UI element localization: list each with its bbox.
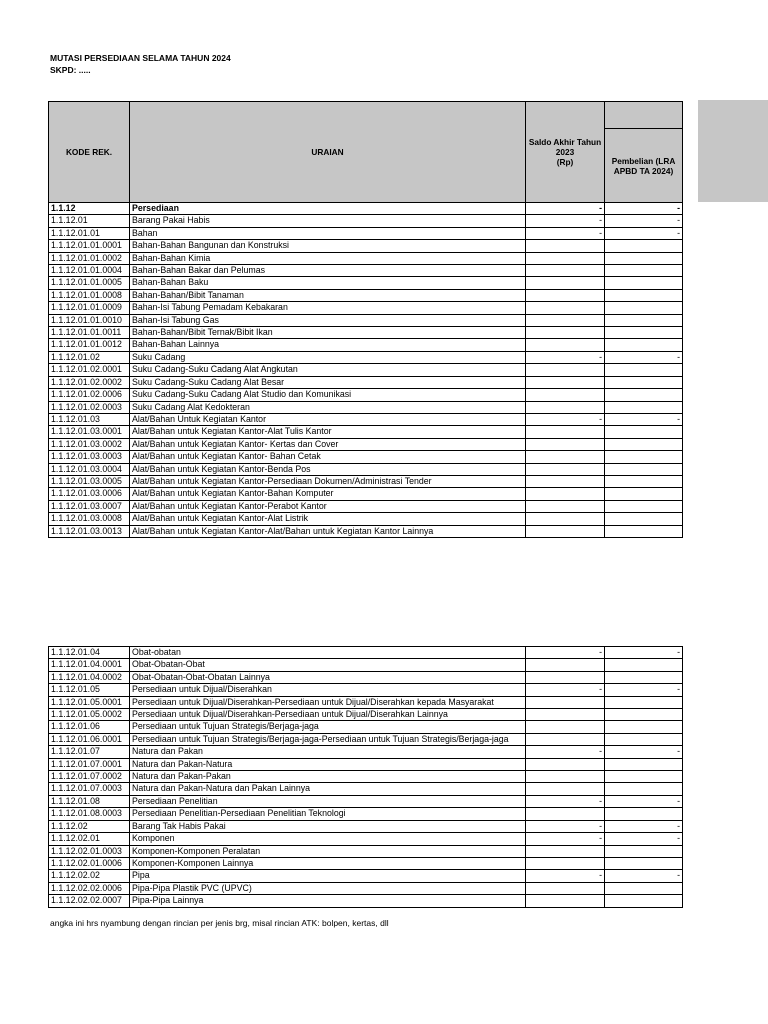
cell-uraian: Bahan-Bahan Kimia xyxy=(130,252,526,264)
cell-uraian: Bahan-Bahan/Bibit Ternak/Bibit Ikan xyxy=(130,327,526,339)
cell-uraian: Bahan-Isi Tabung Gas xyxy=(130,314,526,326)
cell-uraian: Obat-Obatan-Obat xyxy=(130,659,526,671)
cell-saldo xyxy=(526,451,605,463)
cell-saldo: - xyxy=(526,647,605,659)
cell-uraian: Alat/Bahan untuk Kegiatan Kantor- Kertas dan Cover xyxy=(130,438,526,450)
table-row xyxy=(49,438,683,450)
table-row xyxy=(49,647,683,659)
cell-saldo xyxy=(526,659,605,671)
column-header-uraian: URAIAN xyxy=(130,102,526,203)
cell-saldo xyxy=(526,426,605,438)
table-row xyxy=(49,227,683,239)
cell-kode: 1.1.12.01.06.0001 xyxy=(49,733,130,745)
table-row xyxy=(49,870,683,882)
cell-saldo xyxy=(526,525,605,537)
cell-kode: 1.1.12.01.05 xyxy=(49,684,130,696)
cell-kode: 1.1.12.01.01 xyxy=(49,227,130,239)
cell-kode: 1.1.12.01.04.0002 xyxy=(49,671,130,683)
cell-pembelian: - xyxy=(605,351,683,363)
table-row xyxy=(49,351,683,363)
cell-saldo xyxy=(526,857,605,869)
cell-saldo: - xyxy=(526,833,605,845)
cell-saldo xyxy=(526,488,605,500)
cell-saldo xyxy=(526,302,605,314)
cell-pembelian xyxy=(605,327,683,339)
table-row xyxy=(49,882,683,894)
cell-kode: 1.1.12.01.03.0007 xyxy=(49,500,130,512)
table-row xyxy=(49,771,683,783)
cell-pembelian: - xyxy=(605,684,683,696)
cell-pembelian xyxy=(605,463,683,475)
cell-saldo xyxy=(526,500,605,512)
cell-saldo xyxy=(526,771,605,783)
cell-saldo xyxy=(526,252,605,264)
cell-saldo xyxy=(526,721,605,733)
cell-saldo: - xyxy=(526,746,605,758)
cell-saldo: - xyxy=(526,413,605,425)
cell-kode: 1.1.12.01.07.0002 xyxy=(49,771,130,783)
cell-saldo xyxy=(526,277,605,289)
cell-kode: 1.1.12.01.02 xyxy=(49,351,130,363)
column-header-kode: KODE REK. xyxy=(49,102,130,203)
table-row xyxy=(49,808,683,820)
cell-uraian: Obat-Obatan-Obat-Obatan Lainnya xyxy=(130,671,526,683)
cell-saldo xyxy=(526,289,605,301)
cell-uraian: Persediaan Penelitian xyxy=(130,795,526,807)
table-row xyxy=(49,203,683,215)
cell-kode: 1.1.12.02.01.0006 xyxy=(49,857,130,869)
cell-kode: 1.1.12.01.05.0001 xyxy=(49,696,130,708)
table-row xyxy=(49,857,683,869)
cell-kode: 1.1.12.01.07.0001 xyxy=(49,758,130,770)
cell-uraian: Natura dan Pakan-Pakan xyxy=(130,771,526,783)
cell-saldo: - xyxy=(526,227,605,239)
cell-pembelian: - xyxy=(605,795,683,807)
table-row xyxy=(49,240,683,252)
table-row xyxy=(49,820,683,832)
cell-uraian: Alat/Bahan untuk Kegiatan Kantor-Alat Tulis Kantor xyxy=(130,426,526,438)
table-row xyxy=(49,252,683,264)
table-row xyxy=(49,277,683,289)
table-row xyxy=(49,659,683,671)
cell-kode: 1.1.12.02 xyxy=(49,820,130,832)
cell-kode: 1.1.12.01.03.0003 xyxy=(49,451,130,463)
cell-uraian: Alat/Bahan untuk Kegiatan Kantor-Bahan Komputer xyxy=(130,488,526,500)
cell-saldo: - xyxy=(526,795,605,807)
cell-kode: 1.1.12.01.01.0011 xyxy=(49,327,130,339)
column-header-pembelian xyxy=(605,129,683,203)
cell-saldo xyxy=(526,401,605,413)
cell-pembelian xyxy=(605,513,683,525)
table-row xyxy=(49,895,683,907)
cell-pembelian xyxy=(605,671,683,683)
cell-uraian: Natura dan Pakan-Natura dan Pakan Lainnya xyxy=(130,783,526,795)
cell-pembelian xyxy=(605,302,683,314)
cell-uraian: Suku Cadang xyxy=(130,351,526,363)
cell-pembelian xyxy=(605,314,683,326)
cell-pembelian: - xyxy=(605,203,683,215)
cell-kode: 1.1.12.02.02.0006 xyxy=(49,882,130,894)
cell-kode: 1.1.12.01.02.0003 xyxy=(49,401,130,413)
cell-pembelian xyxy=(605,659,683,671)
cell-uraian: Alat/Bahan untuk Kegiatan Kantor-Perabot Kantor xyxy=(130,500,526,512)
table-row xyxy=(49,463,683,475)
header-extension-block xyxy=(698,100,768,202)
cell-uraian: Bahan-Bahan/Bibit Tanaman xyxy=(130,289,526,301)
table-row xyxy=(49,389,683,401)
cell-pembelian xyxy=(605,709,683,721)
cell-uraian: Alat/Bahan untuk Kegiatan Kantor- Bahan Cetak xyxy=(130,451,526,463)
cell-pembelian xyxy=(605,696,683,708)
cell-saldo xyxy=(526,733,605,745)
cell-uraian: Pipa-Pipa Plastik PVC (UPVC) xyxy=(130,882,526,894)
table-row xyxy=(49,696,683,708)
cell-pembelian xyxy=(605,475,683,487)
pembelian-header-line2: APBD TA 2024) xyxy=(613,165,674,176)
cell-pembelian xyxy=(605,389,683,401)
cell-saldo: - xyxy=(526,203,605,215)
cell-pembelian: - xyxy=(605,833,683,845)
table-row xyxy=(49,721,683,733)
cell-uraian: Persediaan Penelitian-Persediaan Penelitian Teknologi xyxy=(130,808,526,820)
cell-saldo xyxy=(526,513,605,525)
cell-pembelian: - xyxy=(605,413,683,425)
cell-kode: 1.1.12.01.02.0002 xyxy=(49,376,130,388)
cell-pembelian: - xyxy=(605,746,683,758)
cell-pembelian xyxy=(605,882,683,894)
cell-kode: 1.1.12.01.08.0003 xyxy=(49,808,130,820)
table-row xyxy=(49,833,683,845)
cell-saldo xyxy=(526,240,605,252)
cell-pembelian xyxy=(605,895,683,907)
table-row xyxy=(49,401,683,413)
cell-pembelian xyxy=(605,525,683,537)
cell-pembelian xyxy=(605,733,683,745)
cell-saldo xyxy=(526,475,605,487)
cell-kode: 1.1.12.02.02.0007 xyxy=(49,895,130,907)
cell-kode: 1.1.12.01.02.0006 xyxy=(49,389,130,401)
cell-uraian: Komponen xyxy=(130,833,526,845)
cell-uraian: Persediaan untuk Dijual/Diserahkan-Persediaan untuk Dijual/Diserahkan Lainnya xyxy=(130,709,526,721)
cell-pembelian xyxy=(605,240,683,252)
cell-uraian: Persediaan untuk Tujuan Strategis/Berjaga-jaga xyxy=(130,721,526,733)
cell-saldo xyxy=(526,709,605,721)
cell-saldo xyxy=(526,696,605,708)
cell-pembelian: - xyxy=(605,820,683,832)
cell-uraian: Persediaan untuk Dijual/Diserahkan-Persediaan untuk Dijual/Diserahkan kepada Masyarakat xyxy=(130,696,526,708)
cell-pembelian xyxy=(605,426,683,438)
cell-uraian: Bahan-Bahan Baku xyxy=(130,277,526,289)
cell-pembelian xyxy=(605,277,683,289)
cell-saldo xyxy=(526,758,605,770)
cell-kode: 1.1.12.01.01.0010 xyxy=(49,314,130,326)
table-row xyxy=(49,451,683,463)
table-row xyxy=(49,758,683,770)
cell-pembelian xyxy=(605,758,683,770)
cell-uraian: Suku Cadang Alat Kedokteran xyxy=(130,401,526,413)
cell-uraian: Natura dan Pakan xyxy=(130,746,526,758)
table-row xyxy=(49,339,683,351)
pembelian-header-line1: Pembelian (LRA xyxy=(611,155,676,166)
cell-uraian: Obat-obatan xyxy=(130,647,526,659)
table-row xyxy=(49,314,683,326)
inventory-table-page2 xyxy=(48,646,683,908)
cell-pembelian xyxy=(605,438,683,450)
table-row xyxy=(49,500,683,512)
column-header-saldo xyxy=(526,102,605,203)
cell-pembelian xyxy=(605,289,683,301)
cell-uraian: Barang Pakai Habis xyxy=(130,215,526,227)
cell-saldo xyxy=(526,671,605,683)
cell-kode: 1.1.12.01.01.0008 xyxy=(49,289,130,301)
table-row xyxy=(49,265,683,277)
cell-saldo xyxy=(526,463,605,475)
table-row xyxy=(49,746,683,758)
cell-uraian: Komponen-Komponen Lainnya xyxy=(130,857,526,869)
cell-kode: 1.1.12.01.01.0005 xyxy=(49,277,130,289)
cell-saldo: - xyxy=(526,684,605,696)
cell-pembelian xyxy=(605,451,683,463)
table-row xyxy=(49,733,683,745)
cell-pembelian xyxy=(605,364,683,376)
cell-saldo xyxy=(526,339,605,351)
cell-uraian: Alat/Bahan untuk Kegiatan Kantor-Persediaan Dokumen/Administrasi Tender xyxy=(130,475,526,487)
cell-pembelian xyxy=(605,721,683,733)
cell-saldo xyxy=(526,882,605,894)
cell-pembelian: - xyxy=(605,215,683,227)
cell-saldo xyxy=(526,314,605,326)
cell-saldo: - xyxy=(526,870,605,882)
cell-pembelian xyxy=(605,857,683,869)
table-row xyxy=(49,488,683,500)
cell-uraian: Persediaan untuk Dijual/Diserahkan xyxy=(130,684,526,696)
cell-pembelian xyxy=(605,500,683,512)
cell-saldo xyxy=(526,364,605,376)
cell-kode: 1.1.12.02.01 xyxy=(49,833,130,845)
table-row xyxy=(49,364,683,376)
cell-uraian: Bahan-Bahan Lainnya xyxy=(130,339,526,351)
cell-pembelian: - xyxy=(605,227,683,239)
cell-kode: 1.1.12.01.02.0001 xyxy=(49,364,130,376)
table-row xyxy=(49,327,683,339)
footnote: angka ini hrs nyambung dengan rincian per jenis brg, misal rincian ATK: bolpen, kertas, dll xyxy=(50,918,389,928)
inventory-table-page1 xyxy=(48,101,683,538)
cell-uraian: Persediaan xyxy=(130,203,526,215)
cell-saldo xyxy=(526,327,605,339)
saldo-header-line2: 2023 xyxy=(555,147,575,157)
cell-pembelian: - xyxy=(605,647,683,659)
cell-kode: 1.1.12.01 xyxy=(49,215,130,227)
cell-pembelian xyxy=(605,808,683,820)
cell-pembelian xyxy=(605,783,683,795)
cell-pembelian: - xyxy=(605,870,683,882)
cell-saldo xyxy=(526,808,605,820)
cell-uraian: Bahan-Bahan Bakar dan Pelumas xyxy=(130,265,526,277)
cell-pembelian xyxy=(605,771,683,783)
cell-uraian: Barang Tak Habis Pakai xyxy=(130,820,526,832)
cell-saldo: - xyxy=(526,351,605,363)
cell-pembelian xyxy=(605,339,683,351)
cell-kode: 1.1.12.01.03 xyxy=(49,413,130,425)
cell-uraian: Bahan-Bahan Bangunan dan Konstruksi xyxy=(130,240,526,252)
cell-kode: 1.1.12.01.07 xyxy=(49,746,130,758)
cell-kode: 1.1.12.01.03.0001 xyxy=(49,426,130,438)
cell-kode: 1.1.12.01.01.0009 xyxy=(49,302,130,314)
cell-saldo xyxy=(526,265,605,277)
cell-kode: 1.1.12.01.03.0005 xyxy=(49,475,130,487)
cell-kode: 1.1.12.01.05.0002 xyxy=(49,709,130,721)
cell-kode: 1.1.12.01.01.0012 xyxy=(49,339,130,351)
cell-uraian: Alat/Bahan untuk Kegiatan Kantor-Alat Listrik xyxy=(130,513,526,525)
saldo-header-line3: (Rp) xyxy=(556,157,574,167)
cell-uraian: Bahan-Isi Tabung Pemadam Kebakaran xyxy=(130,302,526,314)
cell-kode: 1.1.12.01.01.0004 xyxy=(49,265,130,277)
cell-kode: 1.1.12.01.04.0001 xyxy=(49,659,130,671)
cell-kode: 1.1.12.01.01.0002 xyxy=(49,252,130,264)
table-row xyxy=(49,513,683,525)
cell-saldo: - xyxy=(526,215,605,227)
cell-uraian: Alat/Bahan untuk Kegiatan Kantor-Alat/Bahan untuk Kegiatan Kantor Lainnya xyxy=(130,525,526,537)
cell-uraian: Alat/Bahan untuk Kegiatan Kantor-Benda Pos xyxy=(130,463,526,475)
cell-kode: 1.1.12.02.02 xyxy=(49,870,130,882)
cell-kode: 1.1.12.01.04 xyxy=(49,647,130,659)
cell-pembelian xyxy=(605,488,683,500)
cell-kode: 1.1.12.01.03.0006 xyxy=(49,488,130,500)
cell-saldo xyxy=(526,845,605,857)
cell-saldo xyxy=(526,895,605,907)
cell-kode: 1.1.12.01.06 xyxy=(49,721,130,733)
table-row xyxy=(49,289,683,301)
saldo-header-line1: Saldo Akhir Tahun xyxy=(528,137,602,147)
cell-uraian: Natura dan Pakan-Natura xyxy=(130,758,526,770)
table-row xyxy=(49,709,683,721)
cell-uraian: Alat/Bahan Untuk Kegiatan Kantor xyxy=(130,413,526,425)
table-row xyxy=(49,302,683,314)
cell-uraian: Pipa-Pipa Lainnya xyxy=(130,895,526,907)
cell-pembelian xyxy=(605,265,683,277)
cell-uraian: Persediaan untuk Tujuan Strategis/Berjaga-jaga-Persediaan untuk Tujuan Strategis/Berjaga-jaga xyxy=(130,733,526,745)
table-row xyxy=(49,426,683,438)
column-header-group xyxy=(605,102,683,129)
table-row xyxy=(49,783,683,795)
cell-saldo xyxy=(526,389,605,401)
cell-pembelian xyxy=(605,845,683,857)
cell-kode: 1.1.12.01.03.0004 xyxy=(49,463,130,475)
cell-uraian: Pipa xyxy=(130,870,526,882)
cell-saldo xyxy=(526,783,605,795)
cell-kode: 1.1.12.01.03.0002 xyxy=(49,438,130,450)
table-row xyxy=(49,795,683,807)
table-row xyxy=(49,215,683,227)
cell-uraian: Suku Cadang-Suku Cadang Alat Angkutan xyxy=(130,364,526,376)
cell-saldo xyxy=(526,438,605,450)
table-row xyxy=(49,684,683,696)
cell-saldo xyxy=(526,376,605,388)
table-row xyxy=(49,376,683,388)
cell-uraian: Suku Cadang-Suku Cadang Alat Besar xyxy=(130,376,526,388)
cell-pembelian xyxy=(605,376,683,388)
table-row xyxy=(49,525,683,537)
table-row xyxy=(49,845,683,857)
cell-uraian: Suku Cadang-Suku Cadang Alat Studio dan Komunikasi xyxy=(130,389,526,401)
document-title: MUTASI PERSEDIAAN SELAMA TAHUN 2024 xyxy=(50,53,231,63)
cell-kode: 1.1.12.01.03.0013 xyxy=(49,525,130,537)
cell-kode: 1.1.12.02.01.0003 xyxy=(49,845,130,857)
cell-kode: 1.1.12.01.03.0008 xyxy=(49,513,130,525)
cell-kode: 1.1.12 xyxy=(49,203,130,215)
cell-kode: 1.1.12.01.08 xyxy=(49,795,130,807)
table-row xyxy=(49,475,683,487)
cell-pembelian xyxy=(605,401,683,413)
table-row xyxy=(49,413,683,425)
cell-pembelian xyxy=(605,252,683,264)
cell-uraian: Komponen-Komponen Peralatan xyxy=(130,845,526,857)
cell-saldo: - xyxy=(526,820,605,832)
cell-uraian: Bahan xyxy=(130,227,526,239)
cell-kode: 1.1.12.01.07.0003 xyxy=(49,783,130,795)
table-row xyxy=(49,671,683,683)
cell-kode: 1.1.12.01.01.0001 xyxy=(49,240,130,252)
skpd-label: SKPD: ..... xyxy=(50,65,91,75)
